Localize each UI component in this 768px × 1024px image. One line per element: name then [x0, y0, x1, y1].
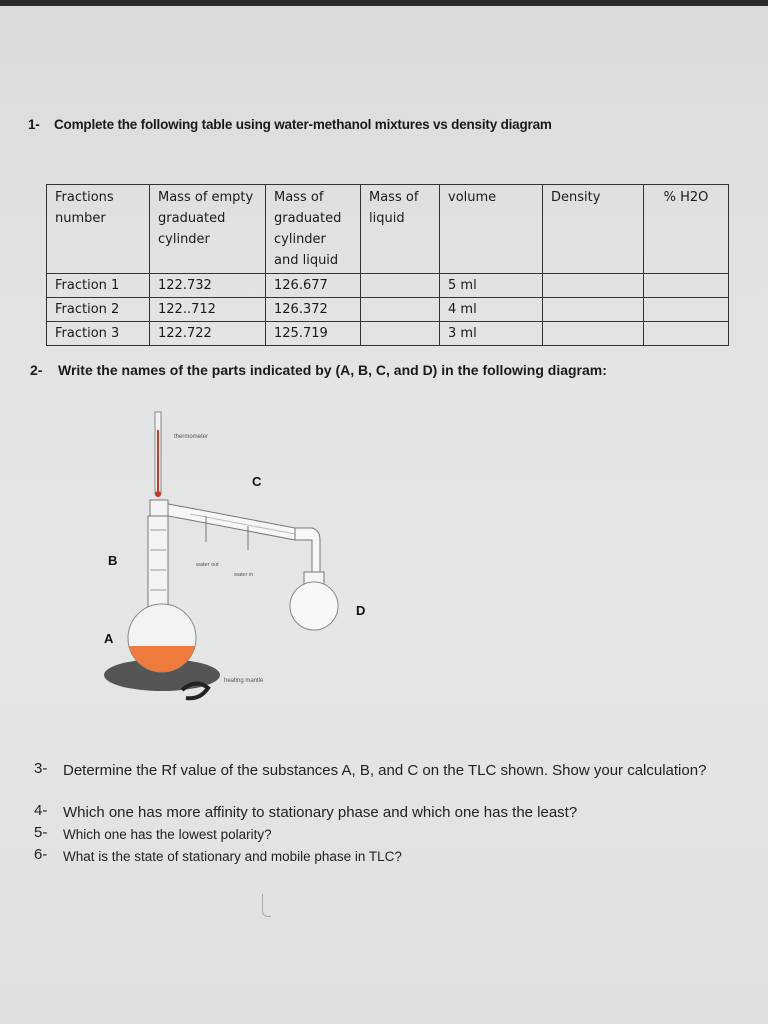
table-cell: 122.732 [150, 274, 266, 298]
label-d: D [356, 603, 366, 618]
mouse-cursor [262, 894, 271, 917]
table-header-row [47, 185, 729, 274]
table-cell [361, 322, 440, 346]
label-b: B [108, 553, 118, 568]
still-head [150, 500, 168, 516]
question-text: Write the names of the parts indicated by (A, B, C, and D) in the following diagram: [58, 362, 607, 378]
water-out-annotation: water out [196, 562, 219, 568]
question-text: What is the state of stationary and mobile phase in TLC? [63, 849, 402, 864]
table-cell [543, 274, 644, 298]
header-cell: Density [543, 185, 644, 274]
water-in-annotation: water in [234, 572, 254, 578]
header-cell: Mass of graduated cylinder and liquid [266, 185, 361, 274]
table-cell [361, 298, 440, 322]
label-c: C [252, 474, 262, 489]
table-cell: Fraction 3 [47, 322, 150, 346]
condenser [168, 504, 320, 572]
question-text: Which one has more affinity to stationary phase and which one has the least? [63, 804, 578, 821]
thermometer-bulb [155, 491, 161, 497]
question-number: 1- [28, 117, 40, 132]
monitor-bezel [0, 0, 768, 6]
receiving-flask [290, 572, 338, 630]
table-cell [543, 322, 644, 346]
question-4 [34, 802, 734, 823]
question-number: 2- [30, 362, 43, 378]
fractions-table [46, 184, 729, 346]
header-cell: volume [440, 185, 543, 274]
question-text: Complete the following table using water-methanol mixtures vs density diagram [54, 117, 552, 132]
question-number: 5- [34, 824, 48, 841]
question-number: 6- [34, 846, 48, 863]
table-cell: Fraction 1 [47, 274, 150, 298]
question-text: Determine the Rf value of the substances A, B, and C on the TLC shown. Show your calculation? [63, 762, 707, 779]
table-cell [644, 322, 729, 346]
header-cell: Mass of liquid [361, 185, 440, 274]
thermometer-icon [155, 412, 161, 497]
table-cell: Fraction 2 [47, 298, 150, 322]
distillation-diagram [90, 400, 390, 710]
table-cell: 5 ml [440, 274, 543, 298]
question-2 [30, 362, 607, 378]
table-cell: 122.722 [150, 322, 266, 346]
table-cell: 122..712 [150, 298, 266, 322]
heating-annotation: heating mantle [224, 678, 264, 684]
question-3 [34, 760, 734, 781]
question-number: 3- [34, 760, 48, 777]
table-row [47, 322, 729, 346]
table-cell: 125.719 [266, 322, 361, 346]
table-row [47, 274, 729, 298]
table-cell [644, 274, 729, 298]
table-cell: 3 ml [440, 322, 543, 346]
table-row [47, 298, 729, 322]
question-text: Which one has the lowest polarity? [63, 827, 272, 842]
header-cell: Fractions number [47, 185, 150, 274]
label-a: A [104, 631, 114, 646]
table-cell [361, 274, 440, 298]
question-6 [34, 846, 734, 867]
question-5 [34, 824, 734, 845]
table-cell [543, 298, 644, 322]
header-cell: Mass of empty graduated cylinder [150, 185, 266, 274]
header-cell: % H2O [644, 185, 729, 274]
question-number: 4- [34, 802, 48, 819]
table-cell: 4 ml [440, 298, 543, 322]
question-1 [28, 117, 552, 132]
thermometer-annotation: thermometer [174, 434, 209, 440]
table-cell [644, 298, 729, 322]
table-cell: 126.372 [266, 298, 361, 322]
table-cell: 126.677 [266, 274, 361, 298]
